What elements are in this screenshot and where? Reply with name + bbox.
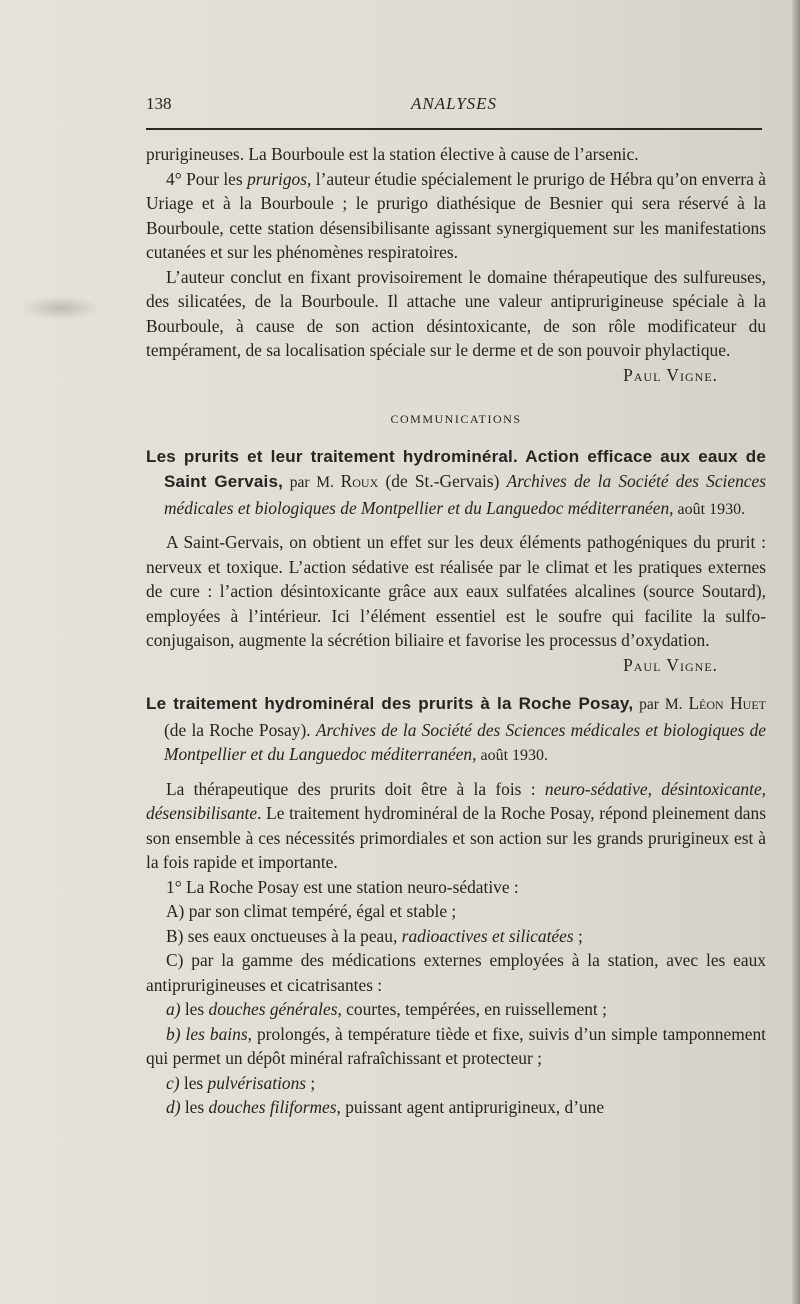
page-number: 138 bbox=[146, 94, 172, 113]
article-2-paragraph: La thérapeutique des prurits doit être à la fois : neuro-sédative, désintoxicante, désensibilisante. Le traitement hydrominéral de la Roche Posay, répond pleinement dans son ensemble à ces nécessités primordiales et son action sur les grands prurigineux est à la fois rapide et importante. bbox=[146, 778, 767, 872]
signature: Paul Vigne. bbox=[623, 364, 718, 385]
article-2-point-1: 1° La Roche Posay est une station neuro-sédative : bbox=[166, 876, 519, 897]
continuation-paragraph: prurigineuses. La Bourboule est la station élective à cause de l’arsenic. bbox=[146, 144, 639, 164]
list-item-c: C) par la gamme des médications externes employées à la station, avec les eaux antiprurigineuses et cicatrisantes : bbox=[146, 950, 766, 995]
list-item-b: B) ses eaux onctueuses à la peau, radioactives et silicatées ; bbox=[166, 925, 583, 946]
article-1-title: Les prurits et leur traitement hydrominéral. Action efficace aux eaux de Saint Gervais, bbox=[146, 446, 766, 491]
article-1-reference: Les prurits et leur traitement hydrominéral. Action efficace aux eaux de Saint Gervais, par M. Roux (de St.-Gervais) Archives de la Société des Sciences médicales et biologiques de Montpellier et du Languedoc méditerranéen, août 1930. bbox=[146, 446, 766, 518]
page-edge-shadow bbox=[792, 0, 800, 1304]
article-1-body: A Saint-Gervais, on obtient un effet sur les deux éléments pathogéniques du prurit : nerveux et toxique. L’action sédative est réalisée par le climat et les pratiques externes de cure : l’action désintoxicante grâce aux eaux sulfatées alcalines (source Soutard), employées à l’intérieur. Ici l’élément essentiel est le soufre qui facilite la sulfo-conjugaison, augmente la sécrétion biliaire et favorise les processus d’oxydation. bbox=[146, 532, 766, 650]
article-2-author: Léon Huet bbox=[688, 693, 766, 713]
list-item-a: A) par son climat tempéré, égal et stable ; bbox=[166, 901, 457, 921]
conclusion-paragraph: L’auteur conclut en fixant provisoirement le domaine thérapeutique des sulfureuses, des silicatées, de la Bourboule. Il attache une valeur antiprurigineuse spéciale à la Bourboule, à cause de son action désintoxicante, de son rôle modificateur du tempérament, de sa localisation spéciale sur le derme et de son pouvoir phylactique. bbox=[146, 266, 766, 360]
running-header bbox=[146, 94, 762, 118]
article-2-reference: Le traitement hydrominéral des prurits à la Roche Posay, par M. Léon Huet (de la Roche Posay). Archives de la Société des Sciences médicales et biologiques de Montpellier et du Languedoc méditerranéen, août 1930. bbox=[146, 693, 767, 764]
sub-item-a: a) les douches générales, courtes, tempérées, en ruissellement ; bbox=[166, 999, 607, 1019]
article-1-journal: Archives de la Société des Sciences médicales et biologiques de Montpellier et du Languedoc méditerranéen, bbox=[164, 471, 766, 518]
section-heading: COMMUNICATIONS bbox=[390, 412, 522, 426]
sub-item-d: d) les douches filiformes, puissant agent antiprurigineux, d’une bbox=[166, 1097, 605, 1117]
header-rule bbox=[146, 128, 762, 130]
sub-item-c: c) les pulvérisations ; bbox=[166, 1072, 316, 1093]
text-column bbox=[146, 142, 766, 1120]
ink-smudge bbox=[22, 296, 100, 320]
article-2-title: Le traitement hydrominéral des prurits à la Roche Posay, bbox=[146, 694, 634, 713]
sub-item-b: b) les bains, prolongés, à température tiède et fixe, suivis d’un simple tamponnement qui permet un dépôt minéral rafraîchissant et protecteur ; bbox=[146, 1023, 766, 1068]
article-1-author: Roux bbox=[340, 471, 379, 491]
article-2-journal: Archives de la Société des Sciences médicales et biologiques de Montpellier et du Languedoc méditerranéen, bbox=[164, 719, 767, 764]
running-title: ANALYSES bbox=[410, 94, 498, 113]
paragraph-prurigos: 4° Pour les prurigos, l’auteur étudie spécialement le prurigo de Hébra qu’on enverra à Uriage et à la Bourboule ; le prurigo diathésique de Besnier qui sera réservé à la Bourboule, cette station désensibilisante agissant synergiquement sur les manifestations cutanées et sur les phénomènes respiratoires. bbox=[146, 168, 766, 262]
article-1-signature: Paul Vigne. bbox=[623, 654, 718, 675]
